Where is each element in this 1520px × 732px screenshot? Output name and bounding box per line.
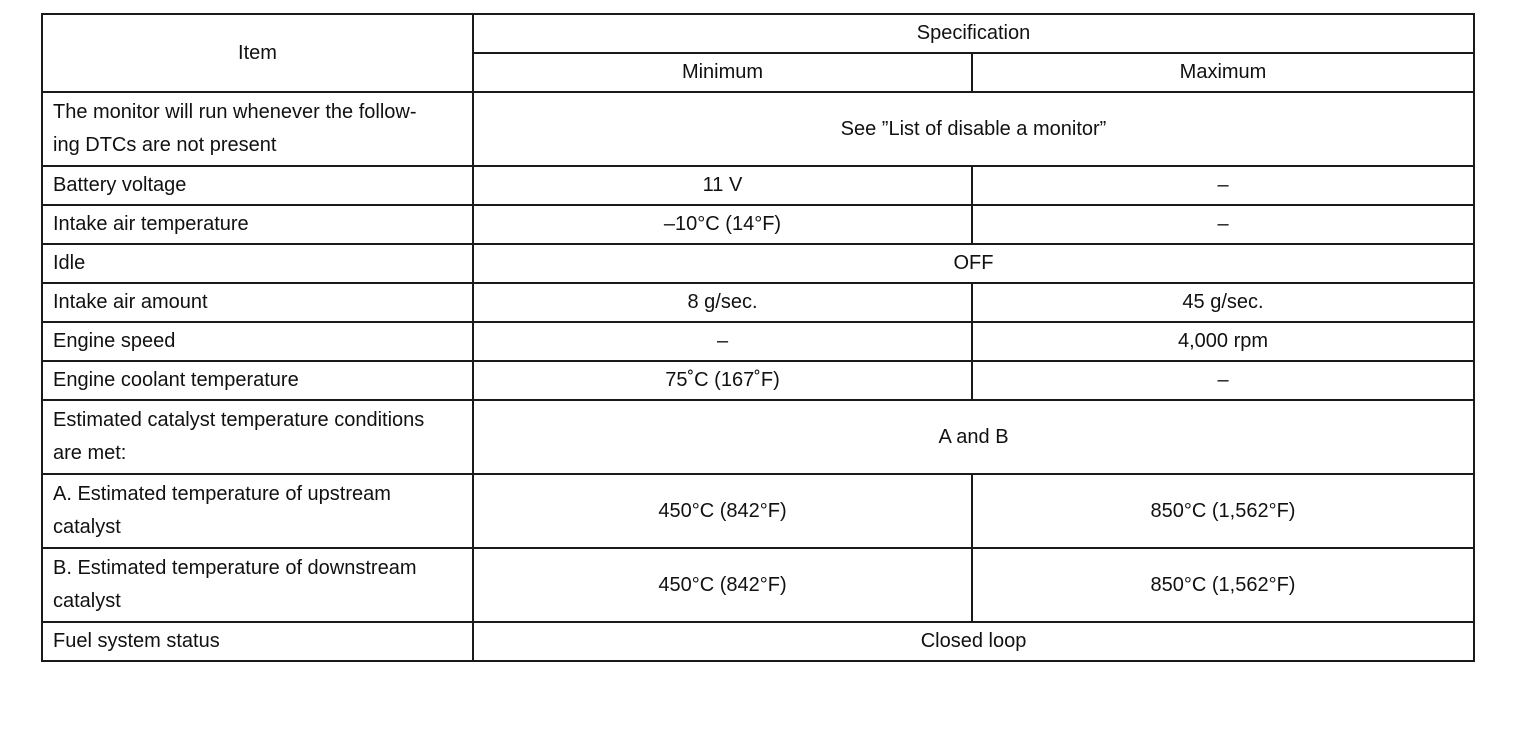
- row-item-line: A. Estimated temperature of upstream: [53, 483, 391, 505]
- row-item-line: The monitor will run whenever the follow-: [53, 101, 417, 123]
- row-spec-span: OFF: [473, 244, 1474, 283]
- table-row: [42, 361, 1474, 400]
- header-specification: Specification: [473, 14, 1474, 53]
- row-item: Engine speed: [42, 322, 473, 361]
- row-min: 450°C (842°F): [473, 474, 972, 548]
- row-item: Fuel system status: [42, 622, 473, 661]
- row-item: [42, 548, 473, 622]
- row-item: Idle: [42, 244, 473, 283]
- header-maximum: Maximum: [972, 53, 1474, 92]
- row-spec-span: Closed loop: [473, 622, 1474, 661]
- row-max: –: [972, 205, 1474, 244]
- row-item: Intake air amount: [42, 283, 473, 322]
- row-item-line: catalyst: [53, 590, 121, 612]
- row-item-line: B. Estimated temperature of downstream: [53, 557, 417, 579]
- row-max: –: [972, 361, 1474, 400]
- row-min: 450°C (842°F): [473, 548, 972, 622]
- row-min: –10°C (14°F): [473, 205, 972, 244]
- row-item: Battery voltage: [42, 166, 473, 205]
- table-row: [42, 244, 1474, 283]
- row-min: –: [473, 322, 972, 361]
- row-item-line: catalyst: [53, 516, 121, 538]
- row-max: –: [972, 166, 1474, 205]
- table-row: [42, 400, 1474, 474]
- row-min: 11 V: [473, 166, 972, 205]
- table-row: [42, 474, 1474, 548]
- row-item: Intake air temperature: [42, 205, 473, 244]
- row-item-line: are met:: [53, 442, 127, 464]
- row-item-line: ing DTCs are not present: [53, 134, 277, 156]
- table-row: [42, 92, 1474, 166]
- table-row: [42, 548, 1474, 622]
- header-item: Item: [42, 14, 473, 92]
- row-item: Engine coolant temperature: [42, 361, 473, 400]
- header-minimum: Minimum: [473, 53, 972, 92]
- header-row: [42, 14, 1474, 53]
- table-row: [42, 205, 1474, 244]
- row-max: 850°C (1,562°F): [972, 548, 1474, 622]
- table-row: [42, 283, 1474, 322]
- table-row: [42, 322, 1474, 361]
- row-item: [42, 92, 473, 166]
- row-spec-span: See ”List of disable a monitor”: [473, 92, 1474, 166]
- row-max: 850°C (1,562°F): [972, 474, 1474, 548]
- row-item: [42, 474, 473, 548]
- row-max: 4,000 rpm: [972, 322, 1474, 361]
- row-max: 45 g/sec.: [972, 283, 1474, 322]
- table-row: [42, 622, 1474, 661]
- row-item-line: Estimated catalyst temperature conditions: [53, 409, 425, 431]
- row-item: [42, 400, 473, 474]
- row-min: 8 g/sec.: [473, 283, 972, 322]
- table-row: [42, 166, 1474, 205]
- specification-table: [41, 13, 1475, 662]
- row-min: 75˚C (167˚F): [473, 361, 972, 400]
- row-spec-span: A and B: [473, 400, 1474, 474]
